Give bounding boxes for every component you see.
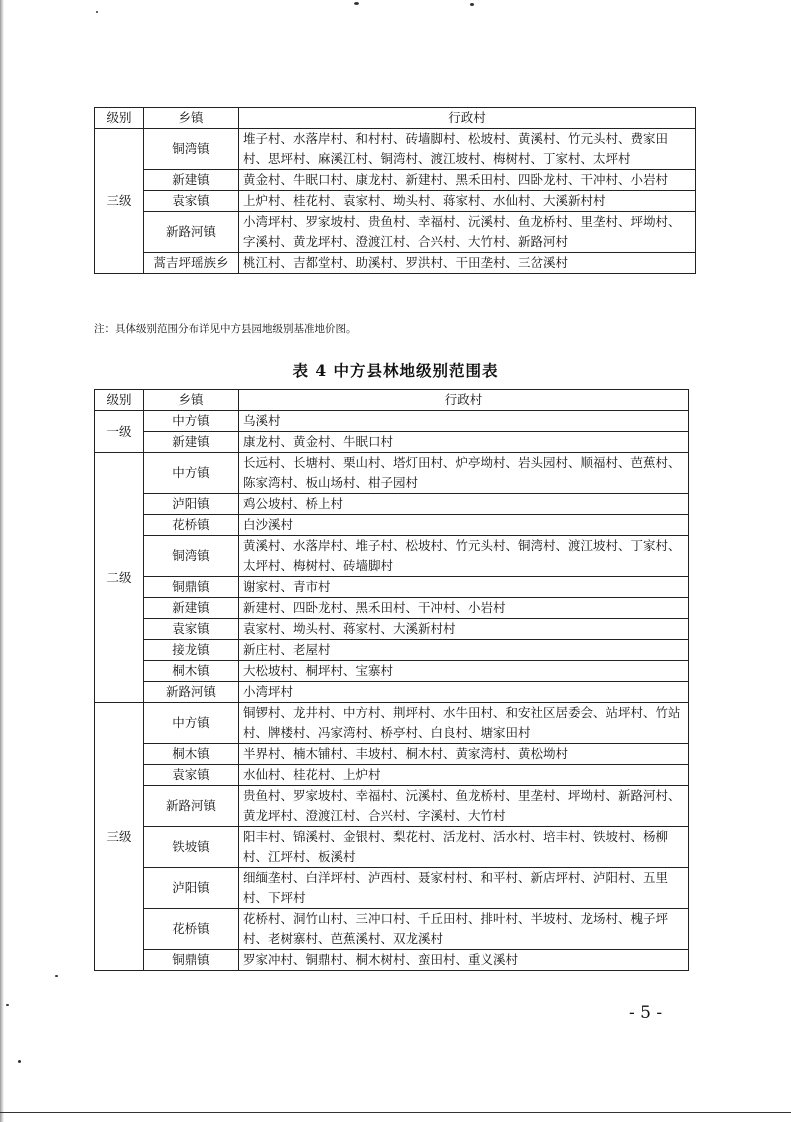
villages-cell: 细缅垄村、白洋坪村、泸西村、聂家村村、和平村、新店坪村、泸阳村、五里村、下坪村 <box>239 868 689 909</box>
town-cell: 新路河镇 <box>144 212 239 253</box>
town-cell: 中方镇 <box>144 411 239 432</box>
table-row <box>95 536 689 577</box>
scan-shadow-edge <box>0 0 4 1122</box>
header-villages: 行政村 <box>239 390 689 411</box>
table-row <box>95 619 689 640</box>
villages-cell: 康龙村、黄金村、牛眠口村 <box>239 432 689 453</box>
table-row <box>95 515 689 536</box>
villages-cell: 长远村、长塘村、栗山村、塔灯田村、炉亭坳村、岩头园村、顺福村、芭蕉村、陈家湾村、板山场村、柑子园村 <box>239 453 689 494</box>
table-row <box>95 598 689 619</box>
header-level: 级别 <box>95 390 144 411</box>
town-cell: 桐木镇 <box>144 661 239 682</box>
villages-cell: 罗家冲村、铜鼎村、桐木树村、蛮田村、重义溪村 <box>239 950 689 971</box>
table-row <box>95 453 689 494</box>
table-row <box>95 170 696 191</box>
town-cell: 新路河镇 <box>144 682 239 703</box>
villages-cell: 小湾坪村 <box>239 682 689 703</box>
town-cell: 袁家镇 <box>144 765 239 786</box>
town-cell: 花桥镇 <box>144 515 239 536</box>
table-row <box>95 129 696 170</box>
town-cell: 中方镇 <box>144 453 239 494</box>
villages-cell: 袁家村、坳头村、蒋家村、大溪新村村 <box>239 619 689 640</box>
villages-cell: 大松坡村、桐坪村、宝寨村 <box>239 661 689 682</box>
town-cell: 新建镇 <box>144 432 239 453</box>
level-cell: 一级 <box>95 411 144 453</box>
villages-cell: 黄金村、牛眠口村、康龙村、新建村、黑禾田村、四卧龙村、干冲村、小岩村 <box>239 170 696 191</box>
header-town: 乡镇 <box>144 108 239 129</box>
bottom-rule <box>0 1112 791 1113</box>
header-level: 级别 <box>95 108 144 129</box>
table-caption: 表 4 中方县林地级别范围表 <box>292 361 499 380</box>
town-cell: 桐木镇 <box>144 744 239 765</box>
table-row <box>95 577 689 598</box>
garden-land-level-table <box>94 107 696 274</box>
scan-speck <box>470 3 474 6</box>
table-row <box>95 786 689 827</box>
town-cell: 泸阳镇 <box>144 494 239 515</box>
villages-cell: 黄溪村、水落岸村、堆子村、松坡村、竹元头村、铜湾村、渡江坡村、丁家村、太坪村、梅树村、砖墙脚村 <box>239 536 689 577</box>
table-row <box>95 744 689 765</box>
table-row <box>95 682 689 703</box>
table-row <box>95 432 689 453</box>
table-row <box>95 827 689 868</box>
villages-cell: 贵鱼村、罗家坡村、幸福村、沅溪村、鱼龙桥村、里垄村、坪坳村、新路河村、黄龙坪村、澄渡江村、合兴村、字溪村、大竹村 <box>239 786 689 827</box>
town-cell: 铁坡镇 <box>144 827 239 868</box>
table-row <box>95 909 689 950</box>
level-cell: 三级 <box>95 129 144 274</box>
table-row <box>95 868 689 909</box>
level-cell: 二级 <box>95 453 144 703</box>
header-town: 乡镇 <box>144 390 239 411</box>
town-cell: 袁家镇 <box>144 619 239 640</box>
level-cell: 三级 <box>95 703 144 971</box>
villages-cell: 白沙溪村 <box>239 515 689 536</box>
table-row <box>95 212 696 253</box>
table-row <box>95 703 689 744</box>
town-cell: 铜鼎镇 <box>144 577 239 598</box>
villages-cell: 半界村、楠木铺村、丰坡村、桐木村、黄家湾村、黄松坳村 <box>239 744 689 765</box>
table-row <box>95 765 689 786</box>
table-row <box>95 253 696 274</box>
table-row <box>95 191 696 212</box>
villages-cell: 鸡公坡村、桥上村 <box>239 494 689 515</box>
town-cell: 铜鼎镇 <box>144 950 239 971</box>
table-row <box>95 661 689 682</box>
villages-cell: 阳丰村、锦溪村、金银村、梨花村、活龙村、活水村、培丰村、铁坡村、杨柳村、江坪村、板溪村 <box>239 827 689 868</box>
villages-cell: 新庄村、老屋村 <box>239 640 689 661</box>
scan-speck <box>18 1060 21 1063</box>
town-cell: 蒿吉坪瑶族乡 <box>144 253 239 274</box>
scan-speck <box>96 11 98 13</box>
town-cell: 中方镇 <box>144 703 239 744</box>
villages-cell: 小湾坪村、罗家坡村、贵鱼村、幸福村、沅溪村、鱼龙桥村、里垄村、坪坳村、字溪村、黄龙坪村、澄渡江村、合兴村、大竹村、新路河村 <box>239 212 696 253</box>
villages-cell: 乌溪村 <box>239 411 689 432</box>
table-header-row <box>95 108 696 129</box>
villages-cell: 铜锣村、龙井村、中方村、荆坪村、水牛田村、和安社区居委会、站坪村、竹站村、牌楼村、冯家湾村、桥亭村、白良村、塘家田村 <box>239 703 689 744</box>
town-cell: 泸阳镇 <box>144 868 239 909</box>
table-row <box>95 640 689 661</box>
header-villages: 行政村 <box>239 108 696 129</box>
villages-cell: 谢家村、青市村 <box>239 577 689 598</box>
table-row <box>95 411 689 432</box>
town-cell: 接龙镇 <box>144 640 239 661</box>
villages-cell: 水仙村、桂花村、上炉村 <box>239 765 689 786</box>
villages-cell: 上炉村、桂花村、袁家村、坳头村、蒋家村、水仙村、大溪新村村 <box>239 191 696 212</box>
scan-speck <box>6 1004 9 1006</box>
forest-land-level-table <box>94 389 689 971</box>
villages-cell: 桃江村、吉都堂村、助溪村、罗洪村、干田垄村、三岔溪村 <box>239 253 696 274</box>
town-cell: 袁家镇 <box>144 191 239 212</box>
villages-cell: 堆子村、水落岸村、和村村、砖墙脚村、松坡村、黄溪村、竹元头村、费家田村、思坪村、麻溪江村、铜湾村、渡江坡村、梅树村、丁家村、太坪村 <box>239 129 696 170</box>
table-note: 注：具体级别范围分布详见中方县园地级别基准地价图。 <box>94 323 357 335</box>
table-header-row <box>95 390 689 411</box>
scan-speck <box>55 975 58 977</box>
town-cell: 铜湾镇 <box>144 129 239 170</box>
town-cell: 新建镇 <box>144 170 239 191</box>
table-row <box>95 494 689 515</box>
town-cell: 花桥镇 <box>144 909 239 950</box>
town-cell: 铜湾镇 <box>144 536 239 577</box>
villages-cell: 新建村、四卧龙村、黑禾田村、干冲村、小岩村 <box>239 598 689 619</box>
town-cell: 新建镇 <box>144 598 239 619</box>
villages-cell: 花桥村、洞竹山村、三冲口村、千丘田村、排叶村、半坡村、龙场村、槐子坪村、老树寨村、芭蕉溪村、双龙溪村 <box>239 909 689 950</box>
scan-speck <box>354 2 359 5</box>
page-number: - 5 - <box>629 1003 663 1023</box>
table-row <box>95 950 689 971</box>
town-cell: 新路河镇 <box>144 786 239 827</box>
